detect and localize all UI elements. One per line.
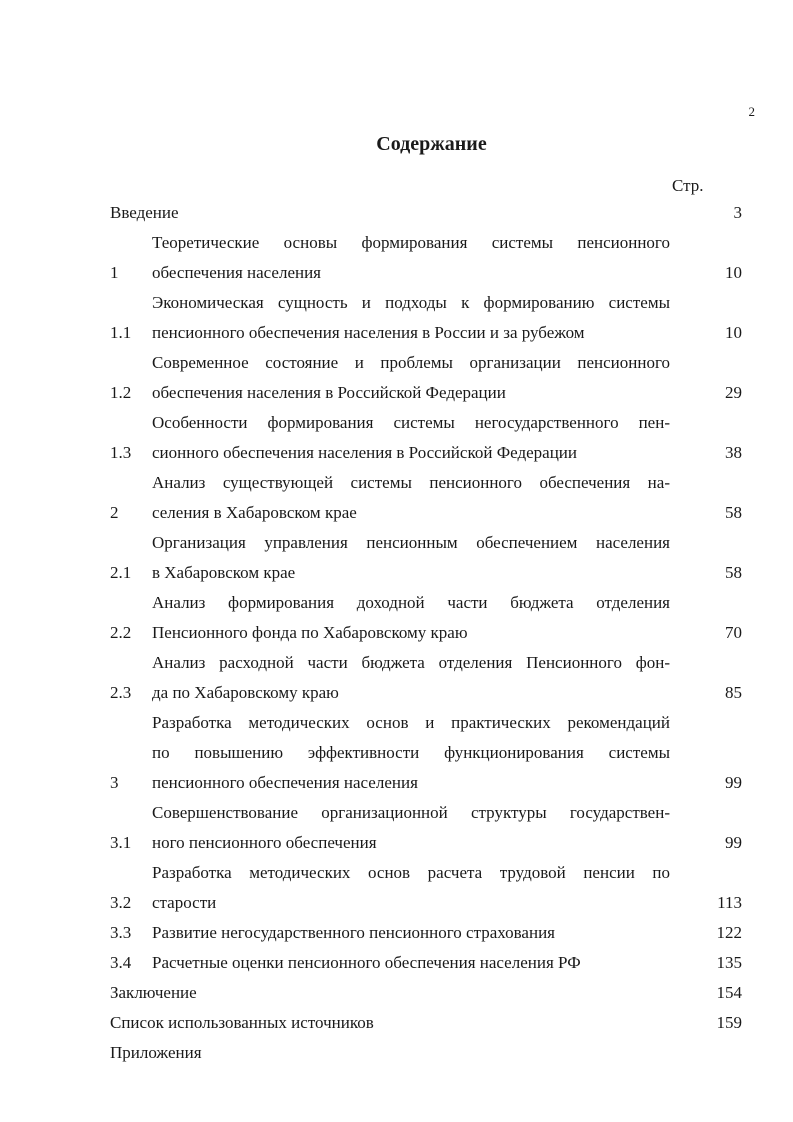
toc-entry: [110, 648, 742, 708]
toc-entry-title-line: в Хабаровском крае: [152, 563, 296, 582]
toc-entry-page: 3: [733, 203, 742, 222]
toc-entry: [110, 228, 742, 288]
toc-entry-title-line: сионного обеспечения населения в Российской Федерации: [152, 443, 577, 462]
page-title: Содержание: [376, 133, 487, 155]
toc-entry-number: 3.1: [110, 833, 132, 852]
toc-entry-number: 2: [110, 503, 119, 522]
toc-entry-title-line: Анализ формирования доходной части бюджета отделения: [152, 593, 670, 612]
toc-entry-page: 113: [717, 893, 742, 912]
toc-entry-title-line: да по Хабаровскому краю: [152, 683, 339, 702]
toc-entry-title: [110, 1038, 670, 1068]
toc-entry: [110, 1008, 742, 1038]
toc-entry-title-line: Приложения: [110, 1043, 202, 1062]
toc-entry: [110, 978, 742, 1008]
toc-entry-title-line: обеспечения населения в Российской Федерации: [152, 383, 506, 402]
toc-entry-title: [152, 348, 670, 408]
toc-entry: [110, 528, 742, 588]
toc-entry-title-line: Развитие негосударственного пенсионного страхования: [152, 923, 555, 942]
toc-entry-number: 2.3: [110, 683, 132, 702]
toc-entry-title-line: Анализ расходной части бюджета отделения Пенсионного фон-: [152, 653, 670, 672]
toc-entry-number: 1.1: [110, 323, 132, 342]
toc-entry-title: [152, 708, 670, 798]
toc-entry-number: 1.3: [110, 443, 132, 462]
toc-entry-title: [110, 1008, 670, 1038]
toc-entry-number: 3.3: [110, 923, 132, 942]
toc-entry-title-line: обеспечения населения: [152, 263, 322, 282]
toc-entry-title: [152, 408, 670, 468]
toc-entry-number: 2.1: [110, 563, 132, 582]
toc-entry-title-line: Список использованных источников: [110, 1013, 374, 1032]
toc-entry: [110, 918, 742, 948]
toc-entry-title: [152, 528, 670, 588]
toc-entry-title: [152, 468, 670, 528]
toc-entry: [110, 798, 742, 858]
toc-entry-title-line: Разработка методических основ и практических рекомендаций: [152, 713, 670, 732]
toc-entry-title-line: Совершенствование организационной структуры государствен-: [152, 803, 670, 822]
toc-entry-title-line: по повышению эффективности функционирования системы: [152, 743, 670, 762]
toc-entry-title: [110, 978, 670, 1008]
toc-entry-number: 3.4: [110, 953, 132, 972]
toc-entry: [110, 468, 742, 528]
toc-entry-title: [152, 798, 670, 858]
toc-entry-title-line: пенсионного обеспечения населения в России и за рубежом: [152, 323, 585, 342]
toc-entry-page: 29: [725, 383, 742, 402]
toc-entry: [110, 948, 742, 978]
toc-entry-title-line: Введение: [110, 203, 179, 222]
toc-entry-page: 58: [725, 503, 742, 522]
toc-entry: [110, 858, 742, 918]
toc-entry-title-line: пенсионного обеспечения населения: [152, 773, 418, 792]
toc-entry-page: 154: [716, 983, 742, 1002]
toc-entry-page: 58: [725, 563, 742, 582]
toc-entry-page: 122: [716, 923, 742, 942]
page-column-label: Стр.: [672, 176, 704, 195]
toc-entry: [110, 288, 742, 348]
toc-entry-page: 85: [725, 683, 742, 702]
toc-entry-title: [152, 858, 670, 918]
table-of-contents: [110, 198, 742, 1068]
toc-entry: [110, 588, 742, 648]
toc-entry: [110, 1038, 742, 1068]
toc-entry-number: 2.2: [110, 623, 132, 642]
toc-entry-page: 99: [725, 773, 742, 792]
toc-entry-title-line: Пенсионного фонда по Хабаровскому краю: [152, 623, 468, 642]
page-number: 2: [748, 104, 755, 119]
toc-entry: [110, 198, 742, 228]
toc-entry-title-line: селения в Хабаровском крае: [152, 503, 357, 522]
toc-entry-title-line: Организация управления пенсионным обеспечением населения: [152, 533, 670, 552]
toc-entry: [110, 708, 742, 798]
toc-entry-title: [152, 228, 670, 288]
toc-entry-page: 10: [725, 263, 742, 282]
toc-entry-title-line: Расчетные оценки пенсионного обеспечения населения РФ: [152, 953, 581, 972]
toc-entry-title-line: Теоретические основы формирования системы пенсионного: [152, 233, 670, 252]
toc-entry-page: 38: [725, 443, 742, 462]
toc-entry-title: [152, 648, 670, 708]
toc-entry-number: 3.2: [110, 893, 132, 912]
toc-entry-title: [152, 288, 670, 348]
toc-entry-title: [152, 918, 670, 948]
toc-entry-title: [110, 198, 670, 228]
toc-entry-page: 135: [716, 953, 742, 972]
toc-entry-number: 1.2: [110, 383, 132, 402]
toc-entry-page: 159: [716, 1013, 742, 1032]
toc-entry-title-line: Разработка методических основ расчета трудовой пенсии по: [152, 863, 670, 882]
toc-entry-title-line: Особенности формирования системы негосударственного пен-: [152, 413, 670, 432]
toc-entry-title-line: Анализ существующей системы пенсионного обеспечения на-: [152, 473, 670, 492]
toc-entry-page: 99: [725, 833, 742, 852]
toc-entry-page: 70: [725, 623, 742, 642]
toc-entry-page: 10: [725, 323, 742, 342]
toc-entry-title-line: старости: [152, 893, 217, 912]
toc-entry-title-line: Заключение: [110, 983, 197, 1002]
toc-entry-title-line: Современное состояние и проблемы организации пенсионного: [152, 353, 670, 372]
toc-entry: [110, 408, 742, 468]
toc-entry-title: [152, 948, 670, 978]
toc-entry-number: 3: [110, 773, 119, 792]
toc-entry-number: 1: [110, 263, 119, 282]
toc-entry-title-line: ного пенсионного обеспечения: [152, 833, 377, 852]
toc-entry: [110, 348, 742, 408]
toc-entry-title-line: Экономическая сущность и подходы к формированию системы: [152, 293, 670, 312]
toc-entry-title: [152, 588, 670, 648]
